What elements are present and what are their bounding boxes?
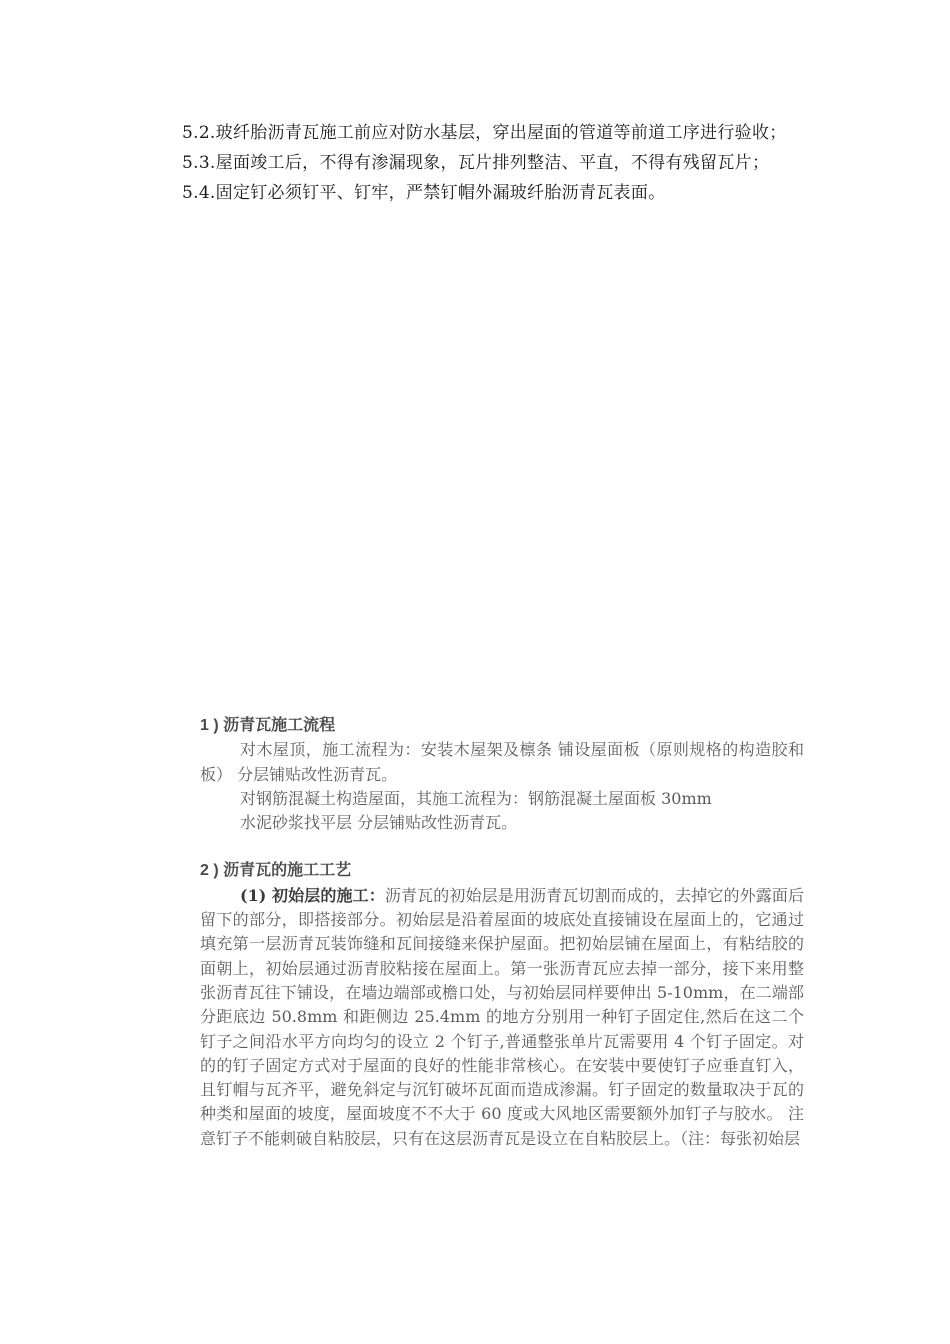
requirements-list bbox=[146, 118, 806, 208]
craft-heading: 2 ) 沥青瓦的施工工艺 bbox=[200, 862, 352, 880]
construction-section bbox=[200, 714, 804, 1151]
craft-lead: (1) 初始层的施工： bbox=[240, 885, 385, 905]
concrete-roof-flow-line1: 对钢筋混凝土构造屋面，其施工流程为：钢筋混凝土屋面板 30mm bbox=[240, 788, 712, 808]
list-item: 5.4.固定钉必须钉平、钉牢，严禁钉帽外漏玻纤胎沥青瓦表面。 bbox=[182, 183, 666, 203]
list-item: 5.2.玻纤胎沥青瓦施工前应对防水基层，穿出屋面的管道等前道工序进行验收； bbox=[182, 123, 787, 143]
section-spacer bbox=[200, 835, 804, 859]
flow-heading: 1 ) 沥青瓦施工流程 bbox=[200, 717, 336, 734]
craft-paragraph bbox=[200, 884, 804, 1151]
concrete-roof-flow-line2: 水泥砂浆找平层 分层铺贴改性沥青瓦。 bbox=[240, 813, 518, 833]
wood-roof-flow: 对木屋顶，施工流程为：安装木屋架及檩条 铺设屋面板（原则规格的构造胶和板） 分层铺贴改性沥青瓦。 bbox=[200, 740, 804, 784]
craft-body: 沥青瓦的初始层是用沥青瓦切割而成的，去掉它的外露面后留下的部分，即搭接部分。初始层是沿着屋面的坡底处直接铺设在屋面上的，它通过填充第一层沥青瓦装饰缝和瓦间接缝来保护屋面。把初始层铺在屋面上，有粘结胶的面朝上，初始层通过沥青胶粘接在屋面上。第一张沥青瓦应去掉一部分，接下来用整张沥青瓦往下铺设，在墙边端部或檐口处，与初始层同样要伸出 5-10mm，在二端部分距底边 50.8mm 和距侧边 25.4mm 的地方分别用一种钉子固定住,然后在这二个钉子之间沿水平方向均匀的设立 2 个钉子,普通整张单片瓦需要用 4 个钉子固定。对的的钉子固定方式对于屋面的良好的性能非常核心。在安装中要使钉子应垂直钉入，且钉帽与瓦齐平，避免斜定与沉钉破坏瓦面而造成渗漏。钉子固定的数量取决于瓦的种类和屋面的坡度，屋面坡度不不大于 60 度或大风地区需要额外加钉子与胶水。 注意钉子不能刺破自粘胶层，只有在这层沥青瓦是设立在自粘胶层上。（注：每张初始层 bbox=[200, 885, 804, 1148]
list-item: 5.3.屋面竣工后，不得有渗漏现象，瓦片排列整洁、平直，不得有残留瓦片； bbox=[182, 153, 770, 173]
